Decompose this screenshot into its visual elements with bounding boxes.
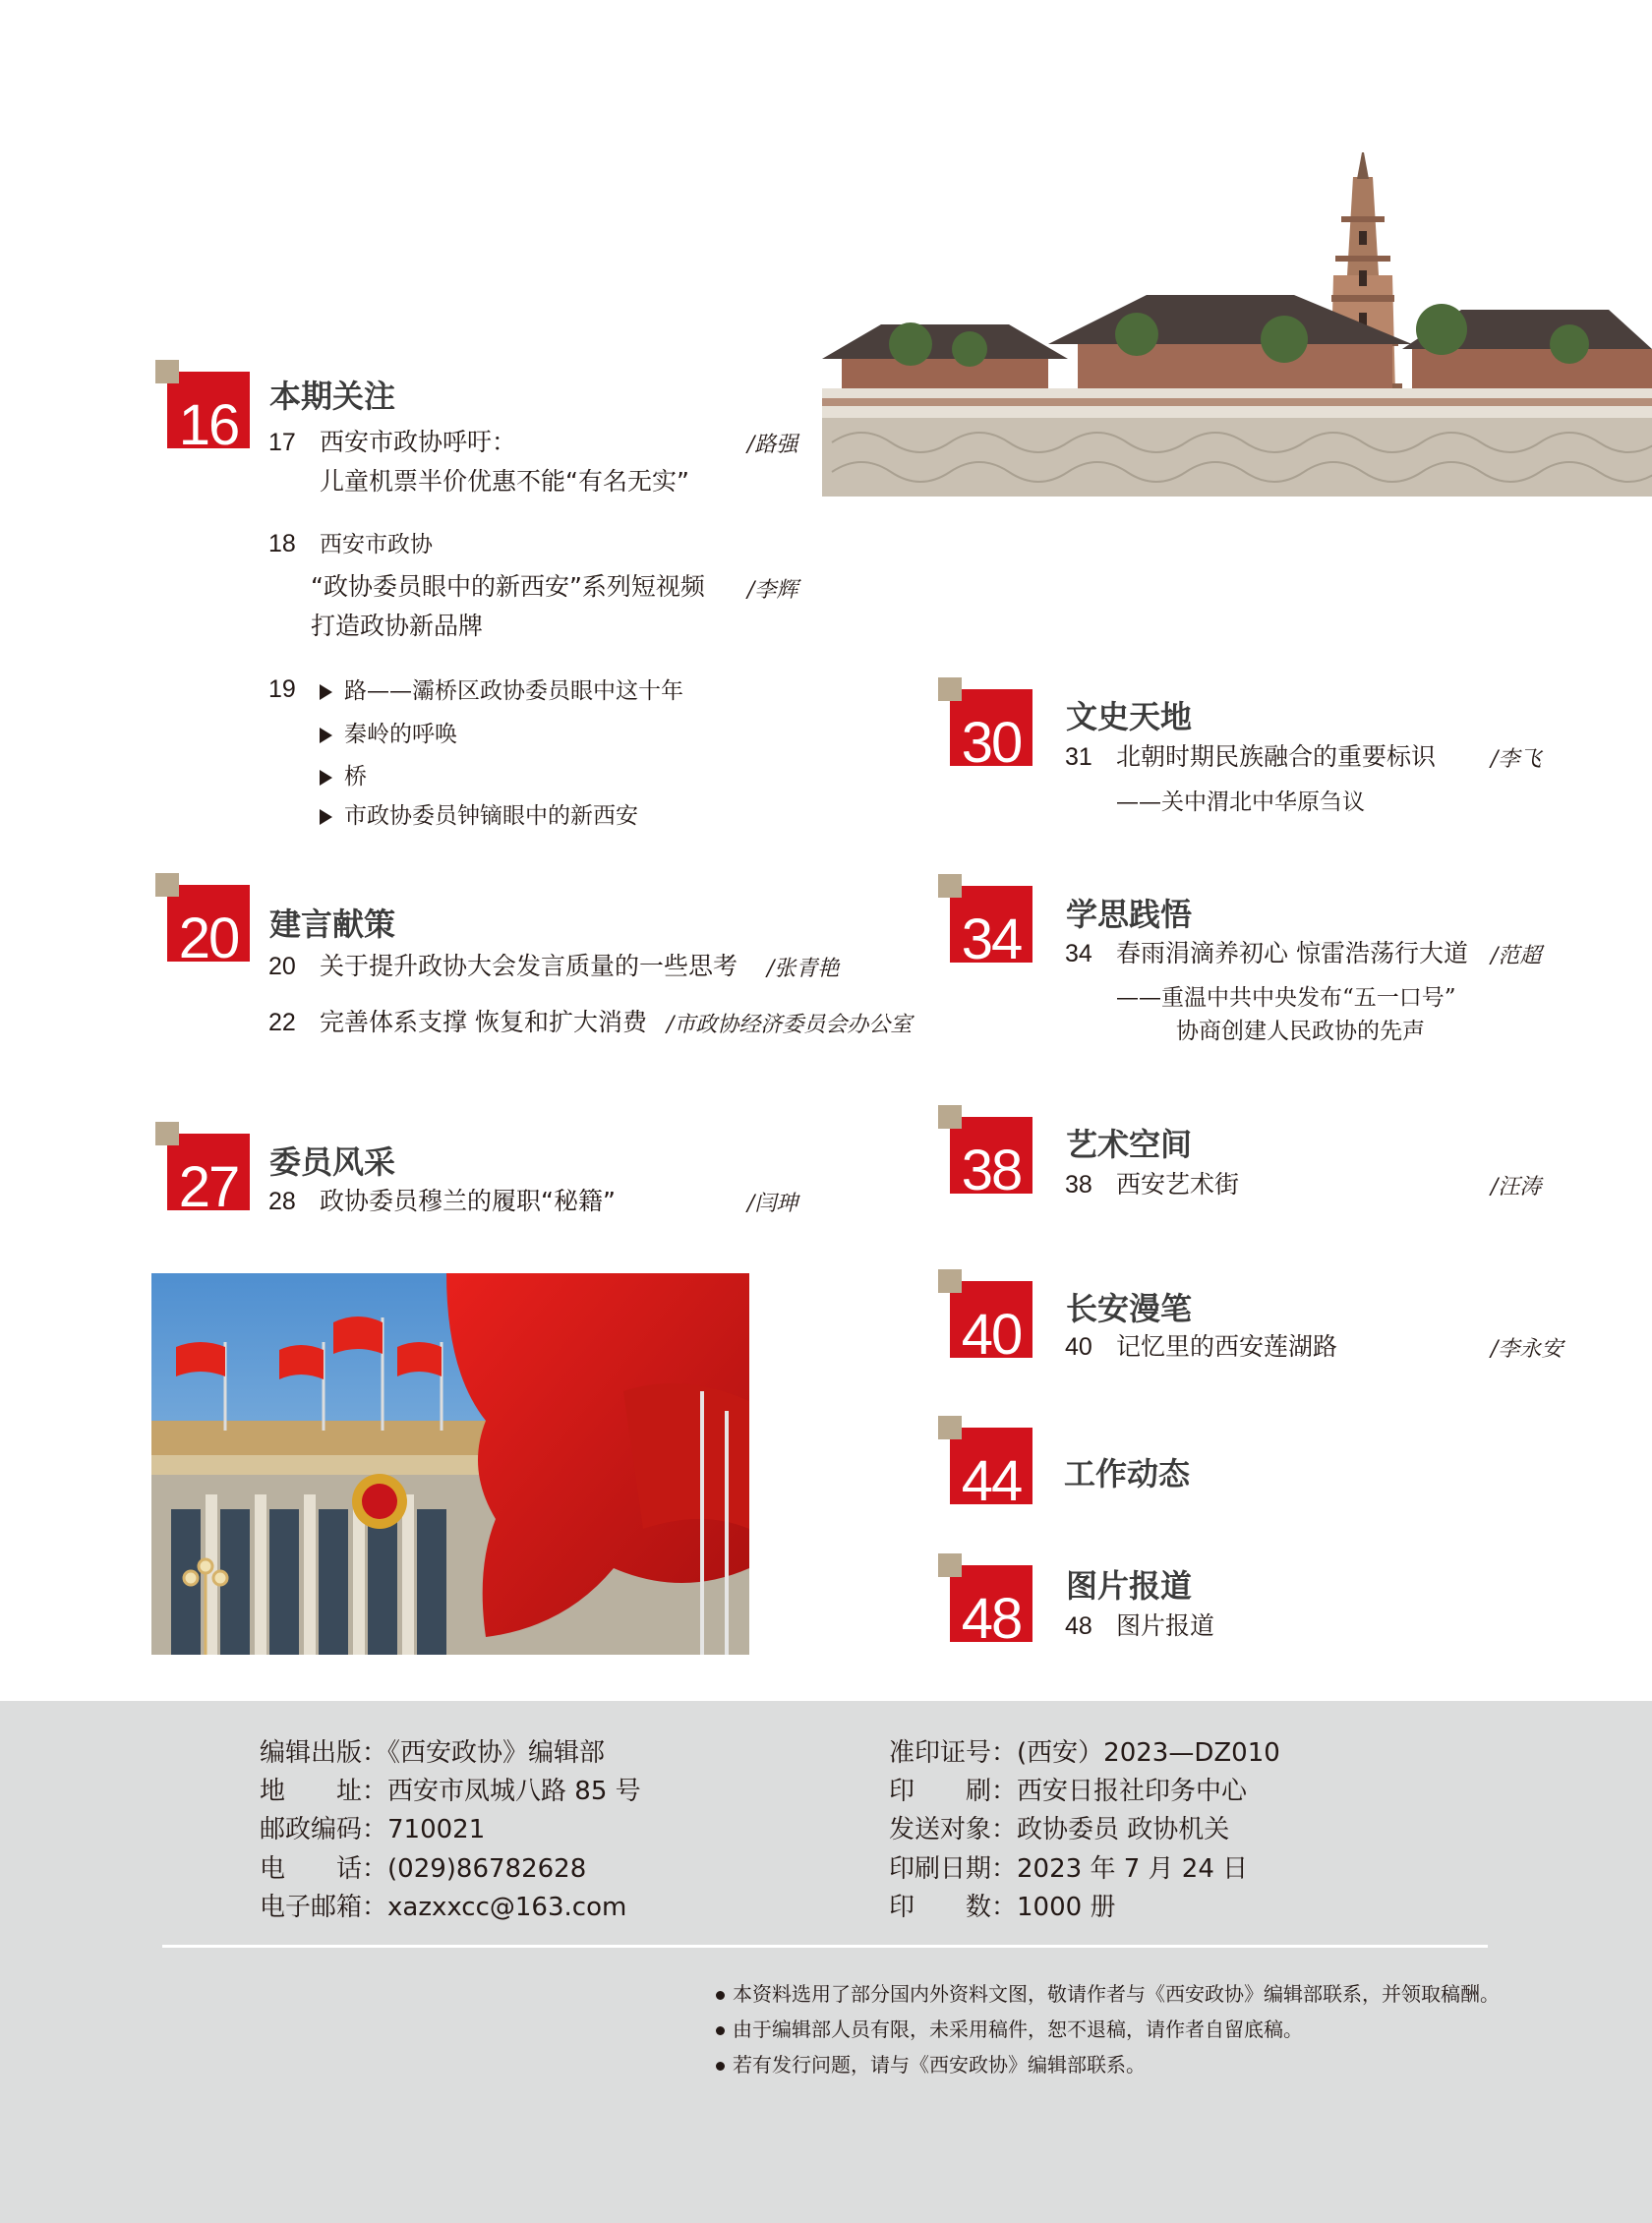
badge-tab <box>155 1122 179 1145</box>
author: /市政协经济委员会办公室 <box>667 1013 913 1037</box>
triangle-bullet-icon <box>320 728 332 743</box>
author: /路强 <box>747 433 798 457</box>
list-item[interactable]: 市政协委员钟镝眼中的新西安 <box>320 797 638 830</box>
toc-entry-18[interactable] <box>268 529 433 559</box>
entry-title-line3: 打造政协新品牌 <box>311 612 484 640</box>
section-number: 34 <box>961 907 1022 971</box>
bullet-dot-icon <box>716 2026 725 2035</box>
list-item[interactable]: 桥 <box>320 758 367 790</box>
toc-entry-28[interactable] <box>268 1187 616 1216</box>
section-title-38: 艺术空间 <box>1066 1126 1193 1163</box>
entry-title: 关于提升政协大会发言质量的一些思考 <box>320 952 738 980</box>
section-number: 30 <box>961 711 1022 775</box>
footer-note: 由于编辑部人员有限，未采用稿件，恕不退稿，请作者自留底稿。 <box>716 2014 1303 2042</box>
author: /李辉 <box>747 578 798 603</box>
colophon-publisher: 编辑出版：《西安政协》编辑部 <box>260 1738 606 1768</box>
section-badge-34 <box>950 886 1032 971</box>
page-number: 22 <box>268 1009 296 1036</box>
author: /汪涛 <box>1491 1175 1542 1199</box>
toc-entry-34[interactable] <box>1065 939 1468 968</box>
badge-tab <box>938 1416 962 1439</box>
badge-tab <box>938 1269 962 1293</box>
author: /张青艳 <box>767 957 840 981</box>
list-item[interactable]: 路——灞桥区政协委员眼中这十年 <box>320 673 683 705</box>
list-item[interactable]: 秦岭的呼唤 <box>320 716 457 748</box>
section-number: 48 <box>961 1587 1022 1651</box>
triangle-bullet-icon <box>320 684 332 700</box>
entry-title: 西安市政协 <box>320 532 433 557</box>
section-number: 20 <box>178 907 239 970</box>
colophon-print-date: 印刷日期：2023 年 7 月 24 日 <box>889 1854 1249 1884</box>
section-title-40: 长安漫笔 <box>1066 1290 1193 1327</box>
entry-subtitle: ——重温中共中央发布“五一口号” <box>1116 985 1456 1011</box>
badge-tab <box>938 1553 962 1577</box>
page-number: 34 <box>1065 940 1092 967</box>
colophon-email[interactable]: 电子邮箱：xazxxcc@163.com <box>260 1893 627 1922</box>
entry-title: 记忆里的西安莲湖路 <box>1116 1332 1338 1361</box>
entry-title: 图片报道 <box>1116 1611 1215 1640</box>
section-badge-48 <box>950 1565 1032 1651</box>
section-number: 44 <box>961 1449 1022 1513</box>
big-wild-goose-pagoda-photo <box>822 147 1652 610</box>
toc-entry-31[interactable] <box>1065 742 1436 772</box>
page-number: 31 <box>1065 743 1092 771</box>
page-number: 17 <box>268 429 296 456</box>
page-number: 18 <box>268 530 296 557</box>
entry-title: 西安市政协呼吁： <box>320 428 517 456</box>
entry-title: 西安艺术街 <box>1116 1170 1240 1199</box>
section-badge-30 <box>950 689 1032 775</box>
author: /李飞 <box>1491 747 1542 772</box>
section-badge-16 <box>167 372 250 457</box>
badge-tab <box>938 1105 962 1129</box>
toc-entry-20[interactable] <box>268 952 738 981</box>
colophon-footer <box>0 1701 1652 2223</box>
section-number: 38 <box>961 1139 1022 1202</box>
badge-tab <box>155 873 179 897</box>
entry-title: 完善体系支撑 恢复和扩大消费 <box>320 1008 647 1036</box>
section-title-44[interactable]: 工作动态 <box>1064 1455 1191 1492</box>
bullet-dot-icon <box>716 2062 725 2071</box>
entry-title-line2: “政协委员眼中的新西安”系列短视频 <box>311 572 705 601</box>
toc-entry-17[interactable] <box>268 428 516 457</box>
colophon-permit: 准印证号：(西安）2023—DZ010 <box>889 1738 1280 1768</box>
colophon-recipients: 发送对象：政协委员 政协机关 <box>889 1815 1230 1844</box>
section-badge-44[interactable] <box>950 1428 1032 1513</box>
page-number: 19 <box>268 675 296 703</box>
section-title-27: 委员风采 <box>269 1143 396 1181</box>
colophon-address: 地 址：西安市凤城八路 85 号 <box>260 1777 641 1806</box>
toc-entry-38[interactable] <box>1065 1170 1239 1199</box>
page-number: 40 <box>1065 1333 1092 1361</box>
page-number: 38 <box>1065 1171 1092 1199</box>
page-number: 48 <box>1065 1612 1092 1640</box>
tiananmen-flags-photo <box>151 1273 749 1655</box>
toc-entry-19 <box>268 674 320 704</box>
footer-note: 若有发行问题，请与《西安政协》编辑部联系。 <box>716 2049 1146 2077</box>
entry-subtitle: ——关中渭北中华原刍议 <box>1116 790 1365 815</box>
triangle-bullet-icon <box>320 770 332 786</box>
section-badge-40 <box>950 1281 1032 1367</box>
section-number: 16 <box>178 393 239 457</box>
toc-entry-48[interactable] <box>1065 1611 1214 1641</box>
section-title-48: 图片报道 <box>1066 1567 1193 1605</box>
toc-entry-22[interactable] <box>268 1008 647 1037</box>
entry-title-line2: 儿童机票半价优惠不能“有名无实” <box>320 467 689 496</box>
section-badge-27 <box>167 1134 250 1219</box>
section-badge-38 <box>950 1117 1032 1202</box>
page-number: 28 <box>268 1188 296 1215</box>
colophon-printer: 印 刷：西安日报社印务中心 <box>889 1777 1248 1806</box>
entry-subtitle-line2: 协商创建人民政协的先声 <box>1176 1019 1425 1044</box>
section-title-16: 本期关注 <box>269 378 396 415</box>
author: /李永安 <box>1491 1337 1564 1362</box>
colophon-postcode: 邮政编码：710021 <box>260 1815 486 1844</box>
section-title-20: 建言献策 <box>269 906 396 943</box>
badge-tab <box>938 677 962 701</box>
bullet-dot-icon <box>716 1991 725 2000</box>
badge-tab <box>938 874 962 898</box>
entry-title: 北朝时期民族融合的重要标识 <box>1116 742 1437 771</box>
triangle-bullet-icon <box>320 809 332 825</box>
badge-tab <box>155 360 179 383</box>
section-number: 27 <box>178 1155 239 1219</box>
section-title-30: 文史天地 <box>1066 698 1193 735</box>
colophon-print-count: 印 数：1000 册 <box>889 1893 1116 1922</box>
toc-entry-40[interactable] <box>1065 1332 1337 1362</box>
section-number: 40 <box>961 1303 1022 1367</box>
section-badge-20 <box>167 885 250 970</box>
entry-title: 春雨涓滴养初心 惊雷浩荡行大道 <box>1116 939 1468 967</box>
entry-title: 政协委员穆兰的履职“秘籍” <box>320 1187 616 1215</box>
footer-note: 本资料选用了部分国内外资料文图，敬请作者与《西安政协》编辑部联系，并领取稿酬。 <box>716 1978 1500 2007</box>
author: /范超 <box>1491 944 1542 968</box>
section-title-34: 学思践悟 <box>1066 896 1193 933</box>
author: /闫珅 <box>747 1192 798 1216</box>
divider <box>162 1945 1488 1948</box>
colophon-phone: 电 话：(029)86782628 <box>260 1854 587 1884</box>
page-number: 20 <box>268 953 296 980</box>
